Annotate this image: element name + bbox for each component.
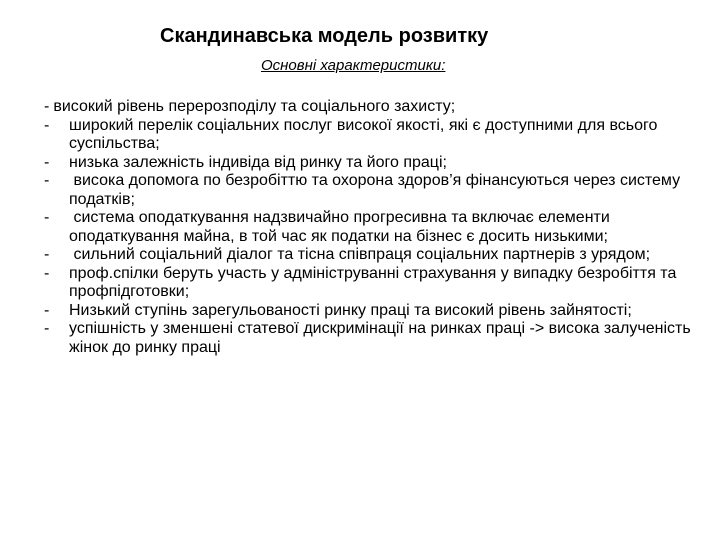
list-item [44, 154, 704, 173]
list-item [44, 172, 704, 209]
list-item-text: система оподаткування надзвичайно прогресивна та включає елементи оподаткування майна, в той час як податки на бізнес є досить низькими; [69, 209, 610, 245]
bullet-dash: - [44, 172, 50, 189]
list-item-text: висока допомога по безробіттю та охорона здоров’я фінансуються через систему податків; [69, 172, 681, 208]
bullet-dash: - [44, 320, 50, 337]
characteristics-list [44, 98, 704, 357]
list-item [44, 117, 704, 154]
list-item-text: успішність у зменшені статевої дискримінації на ринках праці -> висока залученість жінок до ринку праці [69, 320, 691, 356]
list-item [44, 98, 704, 117]
list-item [44, 302, 704, 321]
list-item-text: широкий перелік соціальних послуг високої якості, які є доступними для всього суспільства; [69, 116, 658, 152]
bullet-dash: - [44, 246, 50, 263]
list-item-text: Низький ступінь зарегульованості ринку праці та високий рівень зайнятості; [69, 301, 632, 319]
list-item-text: низька залежність індивіда від ринку та його праці; [69, 153, 447, 171]
bullet-dash: - [44, 153, 50, 171]
list-item [44, 246, 704, 265]
bullet-dash: - [44, 264, 50, 282]
slide-title: Скандинавська модель розвитку [160, 25, 489, 47]
bullet-dash: - [44, 116, 50, 134]
bullet-dash: - [44, 98, 50, 115]
bullet-dash: - [44, 209, 50, 226]
list-item-text: високий рівень перерозподілу та соціального захисту; [53, 98, 456, 115]
list-item [44, 320, 704, 357]
list-item [44, 209, 704, 246]
bullet-dash: - [44, 301, 50, 319]
list-item-text: проф.спілки беруть участь у адмініструванні страхування у випадку безробіття та профпідготовки; [69, 264, 677, 300]
list-item [44, 265, 704, 302]
list-item-text: сильний соціальний діалог та тісна співпраця соціальних партнерів з урядом; [73, 246, 651, 263]
slide-subtitle: Основні характеристики: [261, 57, 446, 74]
